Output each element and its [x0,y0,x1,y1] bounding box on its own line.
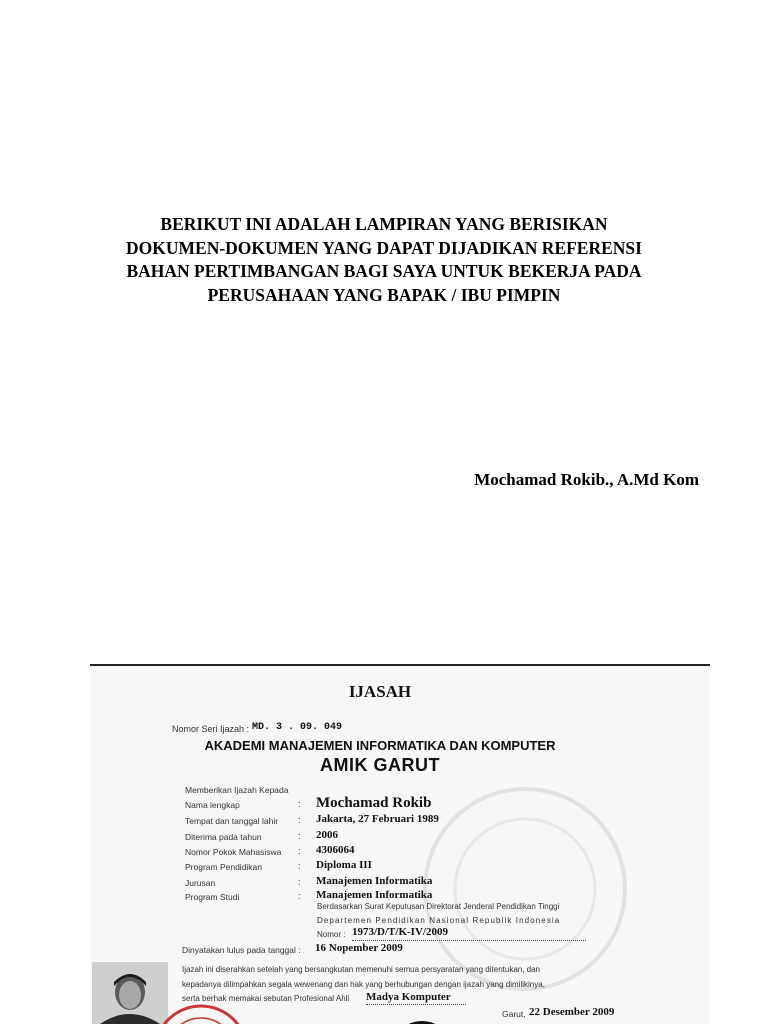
certificate-title: IJASAH [348,682,412,701]
field-colon: : [298,831,301,841]
page-heading [80,213,688,307]
field-label: Jurusan [185,878,216,888]
decree-number-underline [352,940,586,941]
field-row-student-number [185,844,605,860]
field-value: Manajemen Informatika [316,875,433,887]
field-colon: : [298,877,301,887]
field-value: Jakarta, 27 Februari 1989 [316,813,439,825]
red-stamp [146,1000,256,1024]
field-colon: : [298,891,301,901]
field-colon: : [298,846,301,856]
field-value: Manajemen Informatika [316,889,433,901]
statement-line-1: Ijazah ini diserahkan setelah yang bersangkutan memenuhi semua persyaratan yang ditentukan, dan [182,965,541,974]
field-row-name [185,797,605,813]
field-label: Program Studi [185,892,240,902]
intro-text: Memberikan Ijazah Kepada [185,785,289,795]
statement-line-2: kepadanya dilimpahkan segala wewenang dan hak yang berhubungan dengan ijazah yang dimilikinya, [182,980,545,989]
field-label: Diterima pada tahun [185,832,262,842]
institution-name: AKADEMI MANAJEMEN INFORMATIKA DAN KOMPUTER [204,738,556,753]
heading-line: BERIKUT INI ADALAH LAMPIRAN YANG BERISIKAN [160,214,608,234]
basis-line-1: Berdasarkan Surat Keputusan Direktorat Jenderal Pendidikan Tinggi [317,902,560,911]
graduation-date-value: 16 Nopember 2009 [315,942,403,954]
heading-line: PERUSAHAAN YANG BAPAK / IBU PIMPIN [207,284,561,305]
field-value: Diploma III [316,859,372,871]
scan-top-rule [90,664,710,666]
heading-line: DOKUMEN-DOKUMEN YANG DAPAT DIJADIKAN REFERENSI [126,237,642,258]
field-label: Nama lengkap [185,800,240,810]
field-colon: : [298,815,301,825]
basis-line-2: Departemen Pendidikan Nasional Republik Indonesia [317,916,561,925]
field-value: Mochamad Rokib [316,795,432,811]
decree-number-value: 1973/D/T/K-IV/2009 [352,926,448,938]
decree-number-label: Nomor : [317,930,346,939]
institution-short-name: AMIK GARUT [320,755,440,775]
black-seal [397,1009,447,1024]
statement-line-3: serta berhak memakai sebutan Profesional Ahli [182,994,350,1003]
field-value: 4306064 [316,844,355,856]
field-row-birth [185,813,605,829]
degree-underline [366,1004,466,1005]
graduation-date-label: Dinyatakan lulus pada tanggal : [182,945,301,955]
field-row-program [185,859,605,875]
field-value: 2006 [316,829,338,841]
field-label: Nomor Pokok Mahasiswa [185,847,282,857]
issue-date: 22 Desember 2009 [529,1006,615,1018]
serial-value: MD. 3 . 09. 049 [252,722,343,733]
field-row-year [185,829,605,845]
certificate-scan [90,664,710,1024]
degree-title: Madya Komputer [366,991,451,1003]
field-colon: : [298,799,301,809]
serial-label: Nomor Seri Ijazah : [172,724,250,734]
issue-place: Garut, [502,1009,526,1019]
field-label: Program Pendidikan [185,862,263,872]
field-label: Tempat dan tanggal lahir [185,816,279,826]
heading-line: BAHAN PERTIMBANGAN BAGI SAYA UNTUK BEKERJA PADA [126,261,642,281]
field-colon: : [298,861,301,871]
author-name: Mochamad Rokib., A.Md Kom [474,470,699,489]
